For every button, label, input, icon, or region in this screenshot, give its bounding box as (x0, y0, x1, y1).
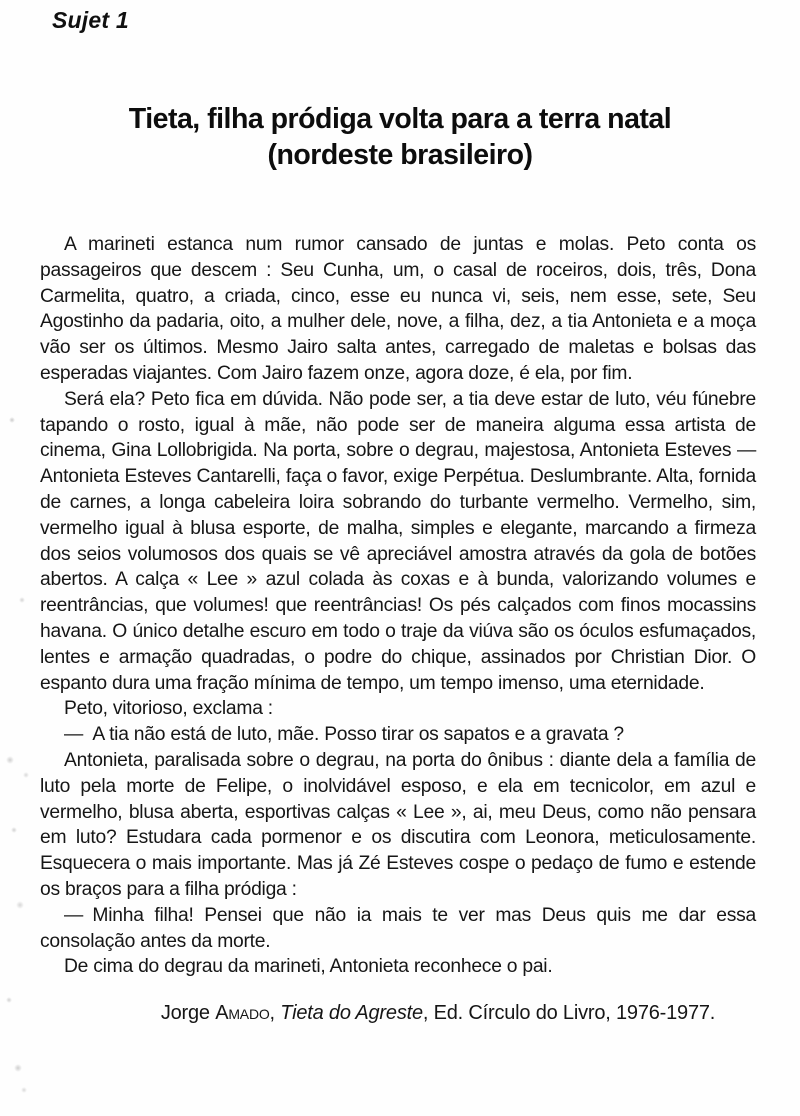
paragraph-1: A marineti estanca num rumor cansado de juntas e molas. Peto conta os passageiros que descem : Seu Cunha, um, o casal de roceiros, dois, três, Dona Carmelita, quatro, a criada, cinco, esse eu nunca vi, seis, nem esse, sete, Seu Agostinho da padaria, oito, a mulher dele, nove, a filha, dez, a tia Antonieta e a moça vão ser os últimos. Mesmo Jairo salta antes, carregado de maletas e bolsas das esperadas viajantes. Com Jairo fazem onze, agora doze, é ela, por fim. (40, 234, 756, 384)
paragraph-2: Será ela? Peto fica em dúvida. Não pode ser, a tia deve estar de luto, véu fúnebre tapando o rosto, igual à mãe, não pode ser de maneira alguma essa artista de cinema, Gina Lollobrigida. Na porta, sobre o degrau, majestosa, Antonieta Esteves — Antonieta Esteves Cantarelli, faça o favor, exige Perpétua. Deslumbrante. Alta, fornida de carnes, a longa cabeleira loira sobrando do turbante vermelho. Vermelho, sim, vermelho igual à blusa esporte, de malha, simples e elegante, marcando a firmeza dos seios volumosos dos quais se vê apreciável amostra através da gola de botões abertos. A calça « Lee » azul colada às coxas e à bunda, valorizando volumes e reentrâncias, que volumes! que reentrâncias! Os pés calçados com finos mocassins havana. O único detalhe escuro em todo o traje da viúva são os óculos esfumaçados, lentes e armação quadradas, o podre do chique, assinados por Christian Dior. O espanto dura uma fração mínima de tempo, um tempo imenso, uma eternidade. (40, 388, 756, 694)
citation-work-title: Tieta do Agreste (280, 1002, 423, 1025)
citation-author-first-name: Jorge (160, 1002, 216, 1025)
document-title (0, 101, 800, 173)
title-line-1: Tieta, filha pródiga volta para a terra natal (128, 103, 672, 135)
title-line-2: (nordeste brasileiro) (267, 139, 533, 171)
citation-separator: , (269, 1002, 281, 1025)
text-body (40, 232, 756, 1027)
paragraph-4: Antonieta, paralisada sobre o degrau, na porta do ônibus : diante dela a família de luto pela morte de Felipe, o inolvidável esposo, e ela em tecnicolor, em azul e vermelho, blusa aberta, esportivas calças « Lee », ai, meu Deus, como não pensara em luto? Estudara cada pormenor e os discutira com Leonora, meticulosamente. Esquecera o mais importante. Mas já Zé Esteves cospe o pedaço de fumo e estende os braços para a filha pródiga : (40, 749, 756, 900)
source-citation (40, 1001, 756, 1027)
dialogue-line-1: — A tia não está de luto, mãe. Posso tirar os sapatos e a gravata ? (64, 724, 624, 746)
citation-publisher-year: , Ed. Círculo do Livro, 1976-1977. (422, 1002, 716, 1025)
subject-label: Sujet 1 (52, 7, 129, 33)
paragraph-5: De cima do degrau da marineti, Antonieta reconhece o pai. (64, 956, 553, 978)
paragraph-3: Peto, vitorioso, exclama : (64, 698, 273, 720)
citation-author-last-name: Amado (215, 1002, 270, 1025)
dialogue-line-2: — Minha filha! Pensei que não ia mais te ver mas Deus quis me dar essa consolação antes da morte. (40, 904, 756, 952)
